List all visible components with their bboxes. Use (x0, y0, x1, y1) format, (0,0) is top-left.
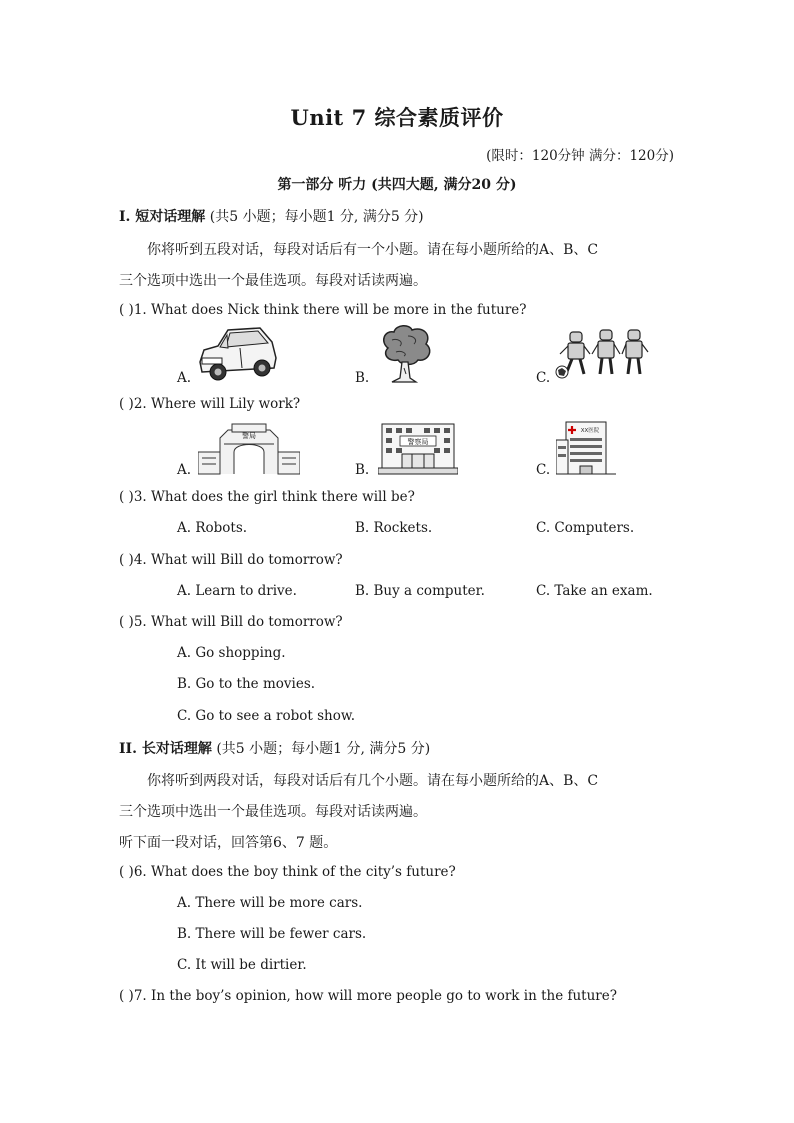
question-text: 7. In the boy’s opinion, how will more people go to work in the future? (133, 988, 617, 1004)
q2-sign-c: XX医院 (580, 428, 600, 434)
q4-option-a: A. Learn to drive. (177, 583, 297, 599)
section2-heading: II. 长对话理解 (119, 741, 212, 757)
q3-option-b: B. Rockets. (355, 520, 433, 536)
answer-blank[interactable]: ( ) (119, 988, 134, 1004)
section1-heading: I. 短对话理解 (119, 209, 206, 225)
q5-option-c: C. Go to see a robot show. (177, 708, 356, 724)
section2-subinstruction: 听下面一段对话，回答第6、7 题。 (119, 835, 338, 851)
q6-option-c: C. It will be dirtier. (177, 957, 307, 973)
question-text: 1. What does Nick think there will be more in the future? (133, 302, 527, 318)
question-3 (119, 489, 415, 505)
police-station-gate-image (198, 418, 300, 476)
q2-option-b-label: B. (355, 462, 370, 478)
question-4 (119, 552, 343, 568)
section2-note: (共5 小题；每小题1 分, 满分5 分) (216, 741, 431, 757)
q5-option-b: B. Go to the movies. (177, 676, 316, 692)
question-text: 6. What does the boy think of the city’s future? (133, 864, 456, 880)
section1-header (119, 206, 424, 226)
section1-instruction-2: 三个选项中选出一个最佳选项。每段对话读两遍。 (119, 273, 427, 289)
question-1 (119, 302, 527, 318)
q5-option-a: A. Go shopping. (177, 645, 286, 661)
part-heading: 第一部分 听力 (共四大题, 满分20 分) (277, 177, 517, 193)
q3-option-a: A. Robots. (177, 520, 248, 536)
q1-option-a-label: A. (177, 370, 192, 386)
car-image (196, 322, 280, 384)
question-text: 3. What does the girl think there will be? (133, 489, 415, 505)
answer-blank[interactable]: ( ) (119, 396, 134, 412)
q2-sign-a: 警局 (242, 432, 256, 440)
hospital-image (556, 420, 616, 476)
answer-blank[interactable]: ( ) (119, 864, 134, 880)
answer-blank[interactable]: ( ) (119, 614, 134, 630)
answer-blank[interactable]: ( ) (119, 302, 134, 318)
q2-option-c-label: C. (536, 462, 551, 478)
section2-instruction-1: 你将听到两段对话，每段对话后有几个小题。请在每小题所给的A、B、C (147, 773, 599, 789)
question-text: 4. What will Bill do tomorrow? (133, 552, 343, 568)
q6-option-b: B. There will be fewer cars. (177, 926, 367, 942)
question-text: 5. What will Bill do tomorrow? (133, 614, 343, 630)
q1-option-b-label: B. (355, 370, 370, 386)
police-station-building-image (378, 420, 458, 476)
robots-image (554, 328, 654, 382)
section2-header (119, 738, 430, 758)
answer-blank[interactable]: ( ) (119, 489, 134, 505)
section1-note: (共5 小题；每小题1 分, 满分5 分) (209, 209, 424, 225)
question-text: 2. Where will Lily work? (133, 396, 301, 412)
q1-option-c-label: C. (536, 370, 551, 386)
q2-option-a-label: A. (177, 462, 192, 478)
q6-option-a: A. There will be more cars. (177, 895, 363, 911)
tree-image (378, 324, 436, 384)
page-title: Unit 7 综合素质评价 (290, 105, 504, 130)
section2-instruction-2: 三个选项中选出一个最佳选项。每段对话读两遍。 (119, 804, 427, 820)
q3-option-c: C. Computers. (536, 520, 635, 536)
question-2 (119, 396, 300, 412)
question-6 (119, 864, 456, 880)
question-7 (119, 988, 617, 1004)
q2-sign-b: 警察局 (407, 438, 429, 446)
answer-blank[interactable]: ( ) (119, 552, 134, 568)
q4-option-b: B. Buy a computer. (355, 583, 485, 599)
q4-option-c: C. Take an exam. (536, 583, 653, 599)
question-5 (119, 614, 343, 630)
time-limit: (限时：120分钟 满分：120分) (486, 148, 674, 164)
section1-instruction-1: 你将听到五段对话，每段对话后有一个小题。请在每小题所给的A、B、C (147, 242, 599, 258)
